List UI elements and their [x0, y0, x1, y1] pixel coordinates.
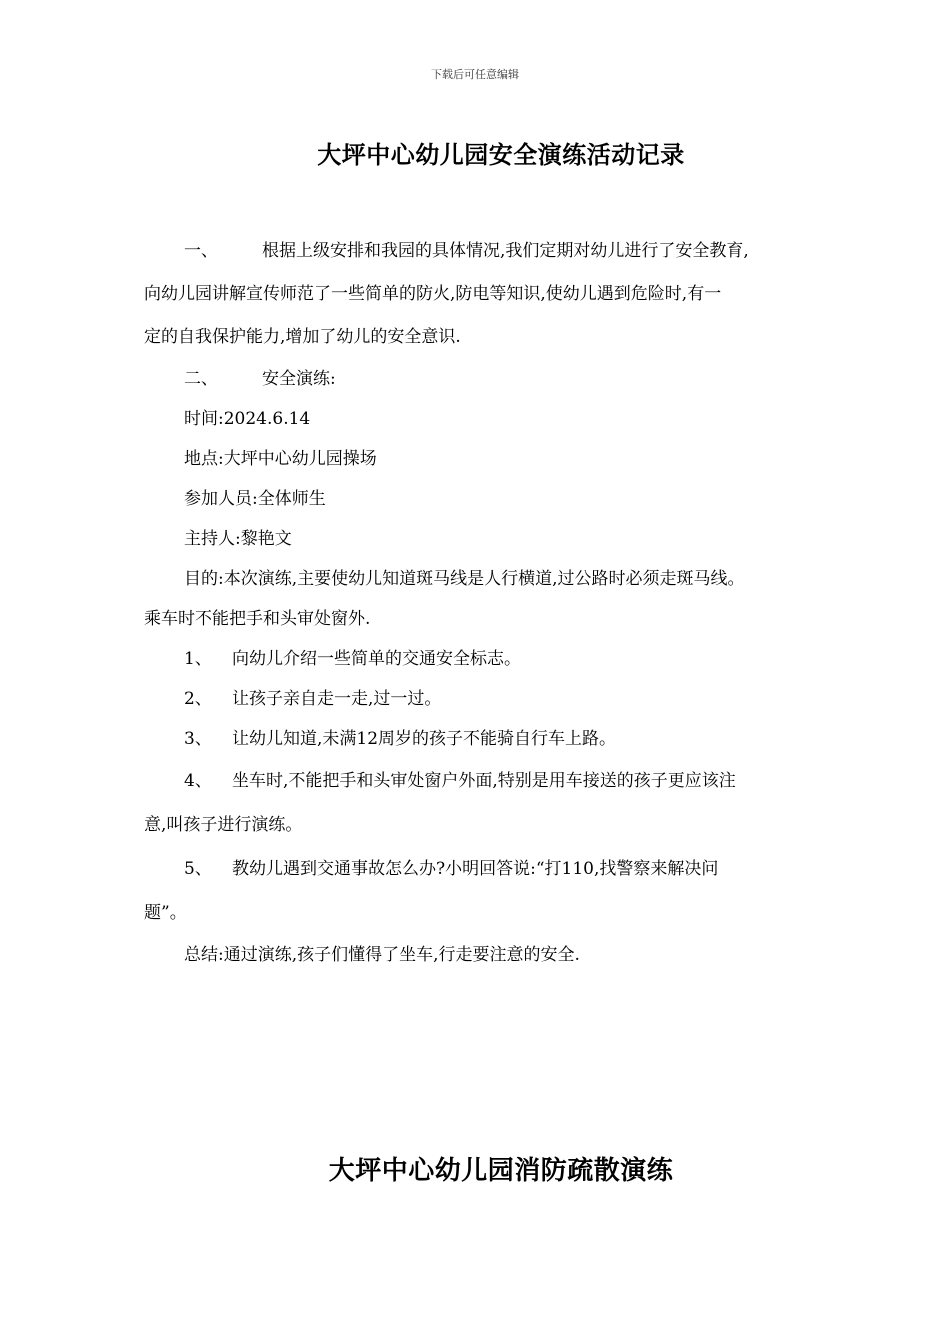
- section-one-text: 根据上级安排和我园的具体情况,我们定期对幼儿进行了安全教育,: [262, 241, 749, 261]
- list-item-3: [144, 719, 820, 759]
- section-one-number: 一、: [184, 241, 218, 261]
- section-two-text: 安全演练:: [262, 369, 336, 389]
- list-item-1: [144, 639, 820, 679]
- list-item-4: [144, 759, 820, 803]
- list-item-number: 1、: [184, 649, 212, 669]
- list-item-number: 5、: [184, 859, 212, 879]
- list-item-number: 4、: [184, 771, 212, 791]
- header-note: 下载后可任意编辑: [431, 68, 519, 81]
- section-one-first-line: [144, 230, 820, 273]
- document-body: [144, 230, 820, 975]
- second-page-title: 大坪中心幼儿园消防疏散演练: [328, 1156, 674, 1186]
- list-item-text: 向幼儿介绍一些简单的交通安全标志。: [232, 649, 521, 669]
- list-item-text: 坐车时,不能把手和头审处窗户外面,特别是用车接送的孩子更应该注: [232, 771, 736, 791]
- drill-host: 主持人:黎艳文: [184, 529, 292, 549]
- list-item-text: 教幼儿遇到交通事故怎么办?小明回答说:“打110,找警察来解决问: [232, 859, 719, 879]
- list-item-2: [144, 679, 820, 719]
- drill-purpose-cont: 乘车时不能把手和头审处窗外.: [144, 609, 371, 629]
- list-item-text: 让孩子亲自走一走,过一过。: [232, 689, 442, 709]
- list-item-number: 2、: [184, 689, 212, 709]
- list-item-5-cont: 题”。: [144, 903, 187, 923]
- list-item-4-cont: 意,叫孩子进行演练。: [144, 815, 303, 835]
- drill-time: 时间:2024.6.14: [184, 409, 311, 429]
- section-one-line-3: 定的自我保护能力,增加了幼儿的安全意识.: [144, 327, 461, 347]
- section-two-number: 二、: [184, 369, 218, 389]
- list-item-number: 3、: [184, 729, 212, 749]
- page-title: 大坪中心幼儿园安全演练活动记录: [317, 141, 685, 169]
- summary: 总结:通过演练,孩子们懂得了坐车,行走要注意的安全.: [184, 945, 580, 965]
- list-item-text: 让幼儿知道,未满12周岁的孩子不能骑自行车上路。: [232, 729, 617, 749]
- drill-place: 地点:大坪中心幼儿园操场: [184, 449, 377, 469]
- drill-participants: 参加人员:全体师生: [184, 489, 326, 509]
- section-two-heading: [144, 359, 820, 399]
- drill-purpose: 目的:本次演练,主要使幼儿知道斑马线是人行横道,过公路时必须走斑马线。: [184, 569, 745, 589]
- section-one-line-2: 向幼儿园讲解宣传师范了一些简单的防火,防电等知识,使幼儿遇到危险时,有一: [144, 284, 722, 304]
- list-item-5: [144, 847, 820, 891]
